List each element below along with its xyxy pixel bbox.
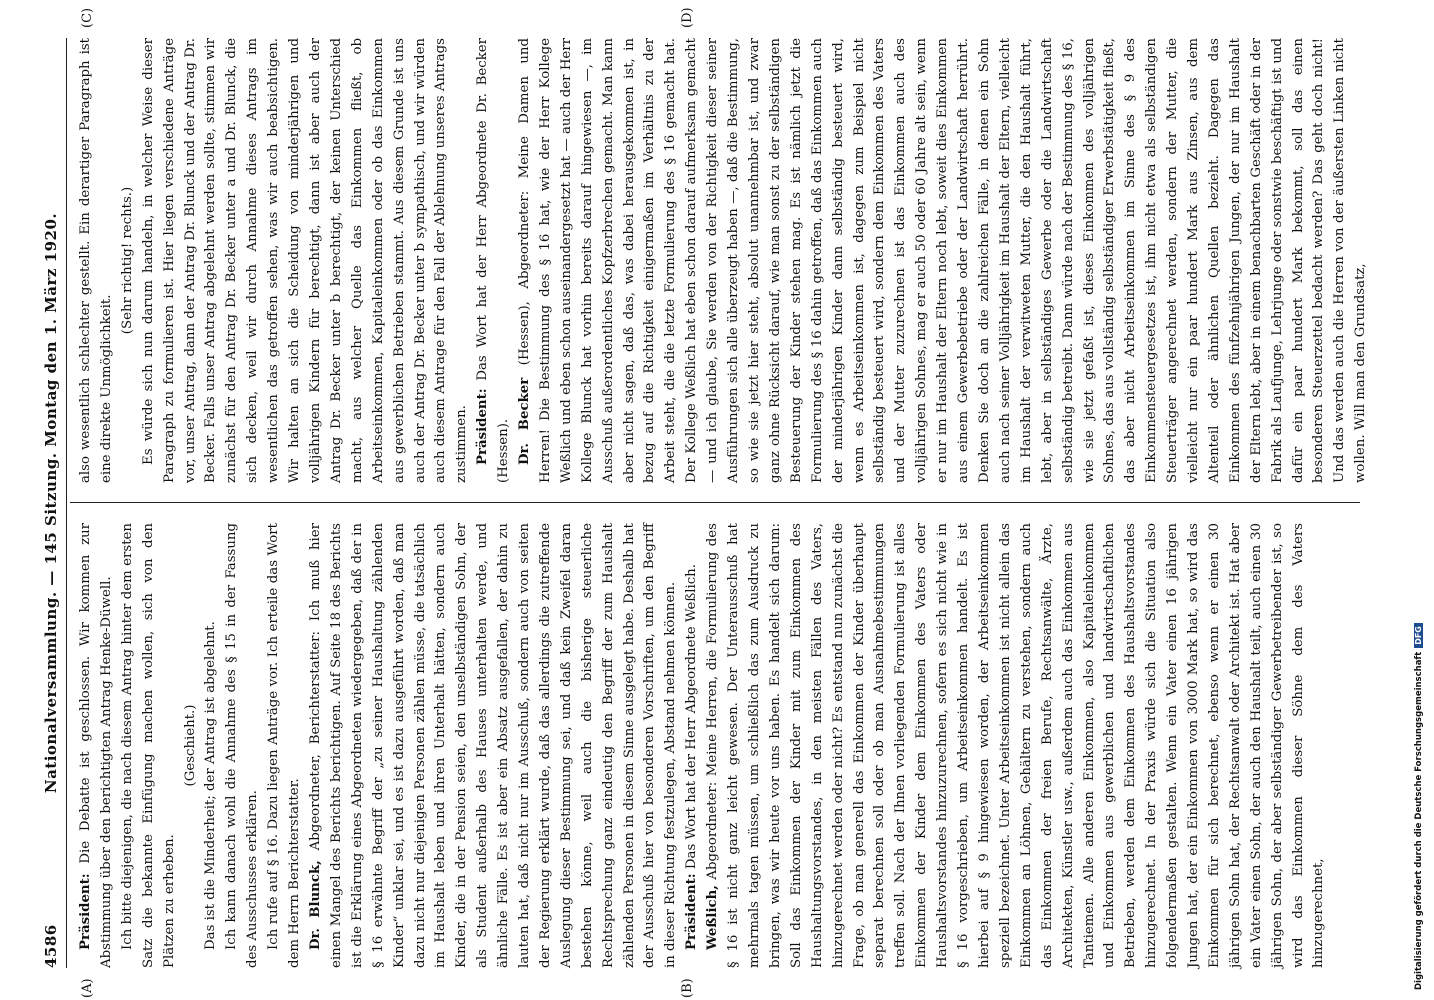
margin-mark-b: (B) xyxy=(680,978,695,998)
page-header xyxy=(40,38,67,968)
paragraph-text: Das Wort hat der Herr Abgeordnete Weßlich. xyxy=(684,564,700,870)
paragraph xyxy=(222,523,264,968)
paragraph-text: Es würde sich nun darum handeln, in welcher Weise dieser Paragraph zu formulieren ist. Hier liegen verschiedene Anträge vor, unser Antrag, dann der Antrag Dr. Blunck und der Antrag Dr. Becker. Falls unser Antrag abgelehnt werden sollte, stimmen wir zunächst für den Antrag Dr. Becker unter a und Dr. Blunck, die sich decken, weil wir durch Annahme dieses Antrags im wesentlichen das getroffen sehen, was wir auch beabsichtigen. Wir halten an sich die Scheidung von minderjährigen und volljährigen Kindern für berechtigt, dann ist aber auch der Antrag Dr. Becker unter b berechtigt, der keinen Unterschied macht, aus welcher Quelle das Einkommen fließt, ob Arbeitseinkommen, Kapitaleinkommen oder ob das Einkommen aus gewerblichen Betrieben stammt. Aus diesem Grunde ist uns auch der Antrag Dr. Becker unter b sympathisch, und wir würden auch diesem Antrage für den Fall der Ablehnung unseres Antrags zustimmen. xyxy=(140,38,470,483)
digitization-note xyxy=(1414,623,1424,990)
speaker-name: Dr. Becker xyxy=(517,377,533,465)
paragraph-text: Ich kann danach wohl die Annahme des § 15 in der Fassung des Ausschusses erklären. xyxy=(224,523,261,968)
paragraph xyxy=(515,38,1372,483)
paragraph-text: (Sehr richtig! rechts.) xyxy=(119,186,135,335)
rotated-page-content xyxy=(40,7,1369,998)
margin-mark-d: (D) xyxy=(680,7,695,28)
paragraph-text: (Geschieht.) xyxy=(182,704,198,787)
paragraph-text: Abgeordneter, Berichterstatter: Ich muß hier einen Mangel des Berichts berichtigen. Auf Seite 18 des Berichts ist die Erklärung eines Abgeordneten wiedergegeben, daß der in § 16 erwähnte Begriff der „zu seiner Haushaltung zählenden Kinder“ unklar sei, und es ist dazu ausgeführt worden, daß man dazu nicht nur diejenigen Personen zählen müsse, die tatsächlich im Haushalt leben und ihren Unterhalt hätten, sondern auch Kinder, die in der Pension seien, den unselbständigen Sohn, der als Student außerhalb des Hauses unterhalten werde, und ähnliche Fälle. Es ist aber ein Absatz ausgefallen, der dahin zu lauten hat, daß nicht nur im Ausschuß, sondern auch von seiten der Regierung erklärt wurde, daß das allerdings die zutreffende Auslegung dieser Bestimmung sei, und daß kein Zweifel daran bestehen könne, weil auch die bisherige steuerliche Rechtsprechung ganz eindeutig den Begriff der zum Haushalt zählenden Personen in diesem Sinne ausgelegt habe. Deshalb hat der Ausschuß hier von besonderen Vorschriften, um den Begriff in dieser Richtung festzulegen, Abstand nehmen können. xyxy=(307,522,679,968)
paragraph-text: Die Debatte ist geschlossen. Wir kommen zur Abstimmung über den berichtigten Antrag Henke-Düwell. xyxy=(78,523,114,968)
margin-mark-a: (A) xyxy=(80,978,95,998)
paragraph xyxy=(703,523,1330,968)
speaker-name: Dr. Blunck, xyxy=(307,860,323,950)
left-column xyxy=(76,523,1356,968)
paragraph xyxy=(118,523,181,968)
page-number: 4586 xyxy=(42,924,60,968)
paragraph xyxy=(118,38,139,483)
paragraph-text: Das ist die Minderheit; der Antrag ist abgelehnt. xyxy=(203,621,219,950)
speaker-name: Weßlich, xyxy=(705,885,721,950)
paragraph xyxy=(306,523,682,968)
paragraph xyxy=(139,38,474,483)
digitization-note-text: Digitalisierung gefördert durch die Deutsche Forschungsgemeinschaft xyxy=(1414,651,1424,990)
paragraph-text: Abgeordneter: Meine Herren, die Formulierung des § 16 ist nicht ganz leicht gewesen. Der Unterausschuß hat mehrmals tagen müssen, um schließlich das zum Ausdruck zu bringen, was wir heute vor uns haben. Es handelt sich darum: Soll das Einkommen der Kinder mit zum Einkommen des Haushaltungsvorstandes, in den meisten Fällen des Vaters, hinzugerechnet werden oder nicht? Es entstand nun zunächst die Frage, ob man generell das Einkommen der Kinder überhaupt separat berechnen soll oder ob man Ausnahmebestimmungen treffen soll. Nach der Ihnen vorliegenden Formulierung ist alles Einkommen der Kinder dem Einkommen des Vaters oder Haushaltsvorstandes hinzuzurechnen, sofern es sich nicht wie in § 16 vorgeschrieben, um Arbeitseinkommen handelt. Es ist hierbei auf § 9 hingewiesen worden, der Arbeitseinkommen speziell bezeichnet. Unter Arbeitseinkommen ist nicht allein das Einkommen an Löhnen, Gehältern zu verstehen, sondern auch das Einkommen der freien Berufe, Rechtsanwälte, Ärzte, Architekten, Künstler usw., außerdem auch das Einkommen aus Tantiemen. Alle anderen Einkommen, also Kapitaleinkommen und Einkommen aus gewerblichen und landwirtschaftlichen Betrieben, werden dem Einkommen des Haushaltsvorstandes hinzugerechnet. In der Praxis würde sich die Situation also folgendermaßen gestalten. Wenn ein Vater einen 16 jährigen Jungen hat, der ein Einkommen von 3000 Mark hat, so wird das Einkommen für sich berechnet, ebenso wenn er einen 30 jährigen Sohn hat, der Rechtsanwalt oder Architekt ist. Hat aber ein Vater einen Sohn, der auch den Haushalt teilt, auch einen 30 jährigen Sohn, der aber selbständiger Gewerbetreibender ist, so wird das Einkommen dieser Söhne dem des Vaters hinzugerechnet, xyxy=(705,523,1327,968)
paragraph xyxy=(201,523,222,968)
speaker-name: Präsident: xyxy=(475,388,491,465)
paragraph xyxy=(264,523,306,968)
paragraph xyxy=(76,38,118,483)
paragraph-text: also wesentlich schlechter gestellt. Ein derartiger Paragraph ist eine direkte Unmöglichkeit. xyxy=(78,38,114,483)
header-title: Nationalversammlung. — 145 Sitzung. Montag den 1. März 1920. xyxy=(42,212,60,794)
right-column xyxy=(76,38,1369,483)
column-divider xyxy=(70,502,1360,503)
paragraph-text: Ich rufe auf § 16. Dazu liegen Anträge vor. Ich erteile das Wort dem Herrn Berichterstatter. xyxy=(266,523,303,968)
speaker-name: Präsident: xyxy=(78,873,93,950)
paragraph-text: (Hessen), Abgeordneter: Meine Damen und Herren! Die Bestimmung des § 16 hat, wie der Herr Kollege Weßlich und eben schon auseinandergesetzt hat — auch der Herr Kollege Blunck hat vorhin bereits darauf hingewiesen —, im Ausschuß außerordentliches Kopfzerbrechen gemacht. Man kann aber nicht sagen, daß das, was dabei herausgekommen ist, in bezug auf die Richtigkeit einigermaßen im Verhältnis zu der Arbeit steht, die die letzte Formulierung des § 16 gemacht hat. Der Kollege Weßlich hat eben schon darauf aufmerksam gemacht — und ich glaube, Sie werden von der Richtigkeit dieser seiner Ausführungen sich alle überzeugt haben —, daß die Bestimmung, so wie sie jetzt hier steht, absolut unannehmbar ist, und zwar ganz ohne Rücksicht darauf, wie man sonst zu der selbständigen Besteuerung der Kinder stehen mag. Es ist nämlich jetzt die Formulierung des § 16 dahin getroffen, daß das Einkommen auch der minderjährigen Kinder dann selbständig besteuert wird, wenn es Arbeitseinkommen ist, dagegen zum Beispiel nicht selbständig besteuert wird, sondern dem Einkommen des Vaters und der Mutter zuzurechnen ist das Einkommen auch des volljährigen Sohnes, mag er auch 50 oder 60 Jahre alt sein, wenn er nur im Haushalt der Eltern noch lebt, soweit dies Einkommen aus einem Gewerbebetriebe oder der Landwirtschaft herrührt. Denken Sie doch an die zahlreichen Fälle, in denen ein Sohn auch nach seiner Volljährigkeit im Haushalt der Eltern, vielleicht im Haushalt der verwitweten Mutter, die den Haushalt führt, lebt, aber in selbständiges Gewerbe oder die Landwirtschaft selbständig betreibt. Dann würde nach der Bestimmung des § 16, wie sie jetzt gefaßt ist, dieses Einkommen des volljährigen Sohnes, das aus vollständig selbständiger Erwerbstätigkeit fließt, das aber nicht Arbeitseinkommen im Sinne des § 9 des Einkommensteuergesetzes ist, ihm nicht etwa als selbständigen Steuerträger angerechnet werden, sondern der Mutter, die vielleicht nur ein paar hundert Mark aus Zinsen, aus dem Altenteil oder ähnlichen Quellen bezieht. Dagegen das Einkommen des fünfzehnjährigen Jungen, der nur im Haushalt der Eltern lebt, aber in einem benachbarten Geschäft oder in der Fabrik als Laufjunge, Lehrjunge oder sonstwie beschäftigt ist und dafür ein paar hundert Mark bekommt, soll das einen besonderen Steuerzettel bedacht werden? Das geht doch nicht! Und das werden auch die Herren von der äußersten Linken nicht wollen. Will man den Grundsatz, xyxy=(517,38,1369,483)
paragraph-text: Das Wort hat der Herr Abgeordnete Dr. Becker (Hessen). xyxy=(475,38,512,483)
paragraph xyxy=(682,523,703,968)
speaker-name: Präsident: xyxy=(684,873,700,950)
paragraph xyxy=(76,523,118,968)
paragraph xyxy=(181,523,202,968)
paragraph-text: Ich bitte diejenigen, die nach diesem Antrag hinter dem ersten Satz die bekannte Einfügung machen wollen, sich von den Plätzen zu erheben. xyxy=(119,523,177,968)
margin-mark-c: (C) xyxy=(80,7,95,28)
paragraph xyxy=(473,38,515,483)
dfg-logo: DFG xyxy=(1414,623,1423,648)
